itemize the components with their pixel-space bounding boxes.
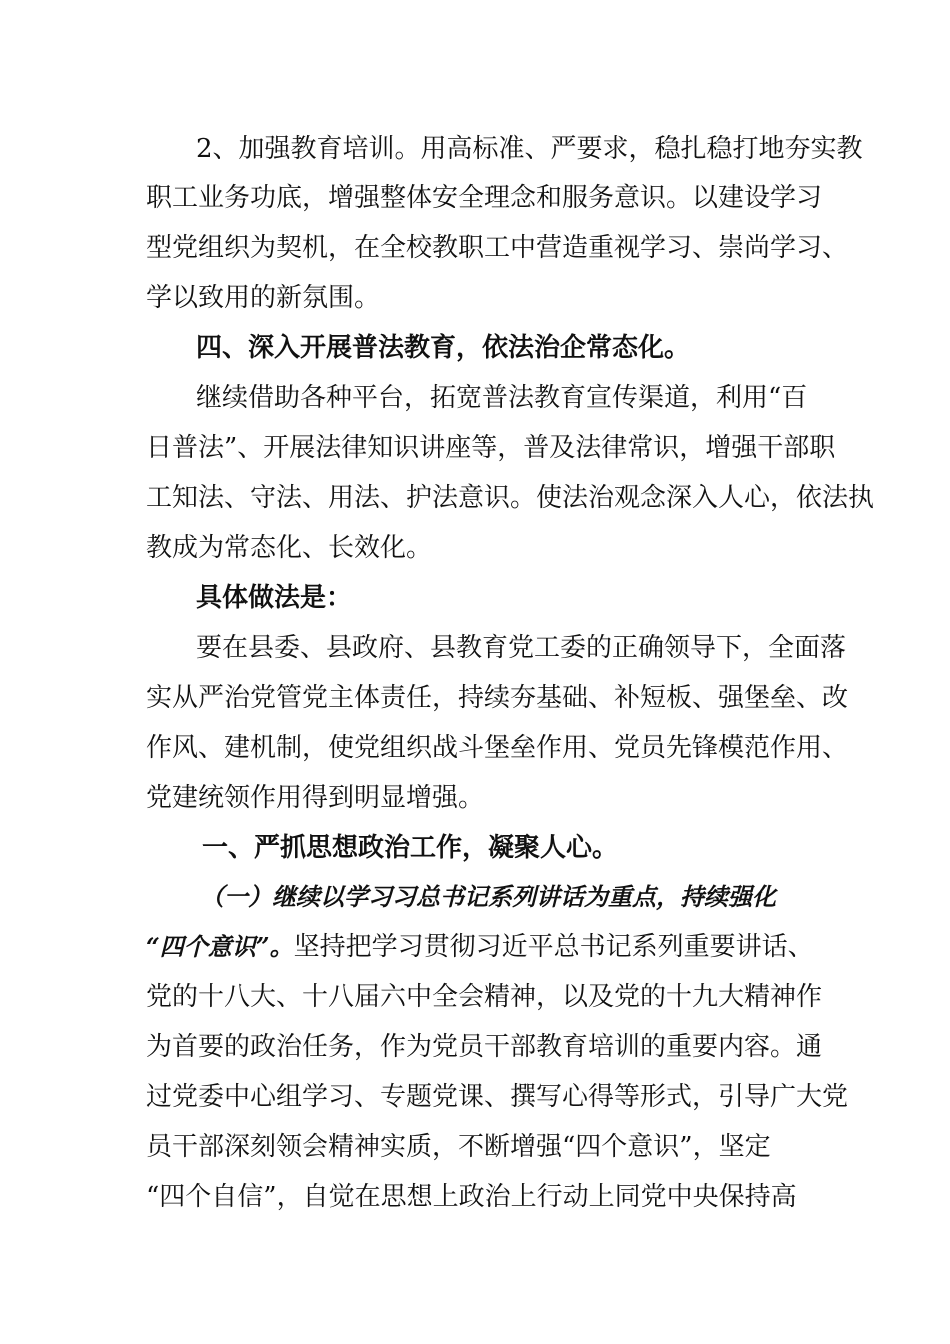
para2-line-4: 教成为常态化、长效化。: [146, 533, 433, 563]
para4-line-6: 员干部深刻领会精神实质，不断增强“四个意识”，坚定: [146, 1132, 771, 1162]
para4-line-4: 为首要的政治任务，作为党员干部教育培训的重要内容。通: [146, 1032, 823, 1062]
para4-line-2: [146, 932, 814, 962]
para2-line-2: 日普法”、开展法律知识讲座等，普及法律常识，增强干部职: [146, 433, 836, 463]
para4-line-3: 党的十八大、十八届六中全会精神，以及党的十九大精神作: [146, 982, 823, 1012]
para3-line-1: 要在县委、县政府、县教育党工委的正确领导下，全面落: [196, 633, 847, 663]
para1-line-2: 职工业务功底，增强整体安全理念和服务意识。以建设学习: [146, 183, 823, 213]
para1-line-3: 型党组织为契机，在全校教职工中营造重视学习、崇尚学习、: [146, 233, 849, 263]
para3-line-4: 党建统领作用得到明显增强。: [146, 783, 485, 813]
para1-line-4: 学以致用的新氛围。: [146, 283, 381, 313]
para3-line-3: 作风、建机制，使党组织战斗堡垒作用、党员先锋模范作用、: [146, 733, 849, 763]
section-heading-1: 一、严抓思想政治工作，凝聚人心。: [202, 833, 619, 863]
para2-line-3: 工知法、守法、用法、护法意识。使法治观念深入人心，依法执: [146, 483, 875, 513]
four-consciousness-emphasis: “四个意识”。: [146, 932, 294, 961]
para4-line-7: “四个自信”，自觉在思想上政治上行动上同党中央保持高: [146, 1182, 797, 1212]
method-heading: 具体做法是：: [196, 583, 353, 613]
para2-line-1: 继续借助各种平台，拓宽普法教育宣传渠道，利用“百: [196, 383, 808, 413]
subsection-heading-line-1: （一）继续以学习习总书记系列讲话为重点，持续强化: [200, 882, 776, 911]
para4-line-2-text: 坚持把学习贯彻习近平总书记系列重要讲话、: [293, 932, 814, 962]
section-heading-4: 四、深入开展普法教育，依法治企常态化。: [196, 333, 691, 363]
para1-line-1: 2、加强教育培训。用高标准、严要求，稳扎稳打地夯实教: [196, 134, 863, 164]
para3-line-2: 实从严治党管党主体责任，持续夯基础、补短板、强堡垒、改: [146, 683, 849, 713]
para4-line-5: 过党委中心组学习、专题党课、撰写心得等形式，引导广大党: [146, 1082, 849, 1112]
